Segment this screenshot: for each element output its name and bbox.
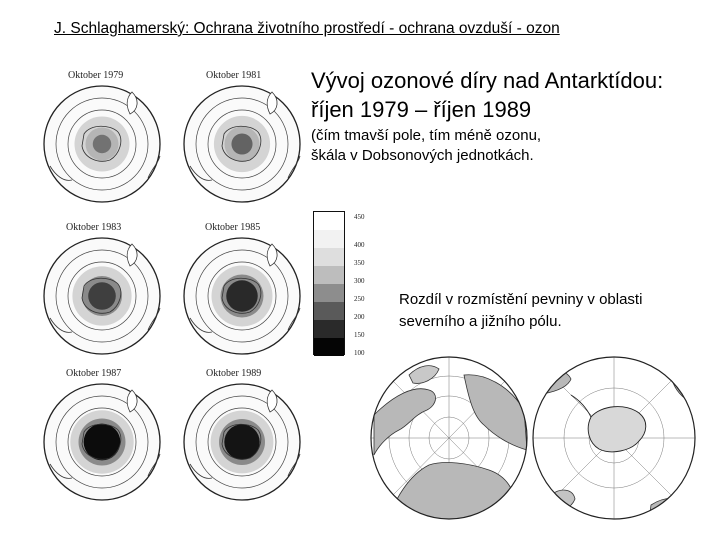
ozone-hole	[93, 135, 112, 154]
north-pole-globe	[369, 355, 529, 521]
map-label-1979: Oktober 1979	[68, 70, 124, 81]
scale-band-250	[314, 284, 344, 302]
ozone-map-1979	[40, 82, 164, 206]
map-label-1985: Oktober 1985	[205, 222, 261, 233]
slide-header: J. Schlaghamerský: Ochrana životního prostředí - ochrana ovzduší - ozon	[54, 20, 560, 37]
scale-band-400	[314, 230, 344, 248]
scale-tick: 300	[354, 277, 365, 285]
ozone-map-1985	[180, 234, 304, 358]
map-label-1981: Oktober 1981	[206, 70, 262, 81]
slide-subtitle	[311, 126, 541, 166]
slide-subtitle-line2: škála v Dobsonových jednotkách.	[311, 147, 534, 164]
ozone-map-1987	[40, 380, 164, 504]
north-pole-landmass	[369, 355, 529, 521]
ozone-hole	[231, 133, 252, 154]
note-line2: severního a jižního pólu.	[399, 313, 562, 330]
dobson-scale-bar	[313, 211, 345, 355]
note-line1: Rozdíl v rozmístění pevniny v oblasti	[399, 291, 643, 308]
scale-tick: 450	[354, 213, 365, 221]
map-label-1989: Oktober 1989	[206, 368, 262, 379]
scale-band-450	[314, 212, 344, 230]
scale-band-200	[314, 302, 344, 320]
ozone-map-1981	[180, 82, 304, 206]
ozone-map-1989	[180, 380, 304, 504]
scale-band-350	[314, 248, 344, 266]
ozone-map-1983	[40, 234, 164, 358]
slide-subtitle-line1: (čím tmavší pole, tím méně ozonu,	[311, 127, 542, 144]
scale-tick: 350	[354, 259, 365, 267]
south-pole-landmass	[531, 355, 697, 521]
scale-tick: 150	[354, 331, 365, 339]
scale-tick: 250	[354, 295, 365, 303]
land-distribution-note	[399, 289, 642, 333]
slide-title	[311, 66, 663, 124]
ozone-hole	[88, 282, 116, 310]
scale-band-300	[314, 266, 344, 284]
ozone-hole	[226, 280, 258, 312]
south-pole-globe	[531, 355, 697, 521]
map-label-1983: Oktober 1983	[66, 222, 122, 233]
slide-title-line1: Vývoj ozonové díry nad Antarktídou:	[311, 68, 664, 93]
map-label-1987: Oktober 1987	[66, 368, 122, 379]
scale-tick: 400	[354, 241, 365, 249]
scale-tick: 100	[354, 349, 365, 357]
scale-tick: 200	[354, 313, 365, 321]
slide-title-line2: říjen 1979 – říjen 1989	[311, 97, 532, 122]
scale-band-150	[314, 320, 344, 338]
scale-band-100	[314, 338, 344, 356]
